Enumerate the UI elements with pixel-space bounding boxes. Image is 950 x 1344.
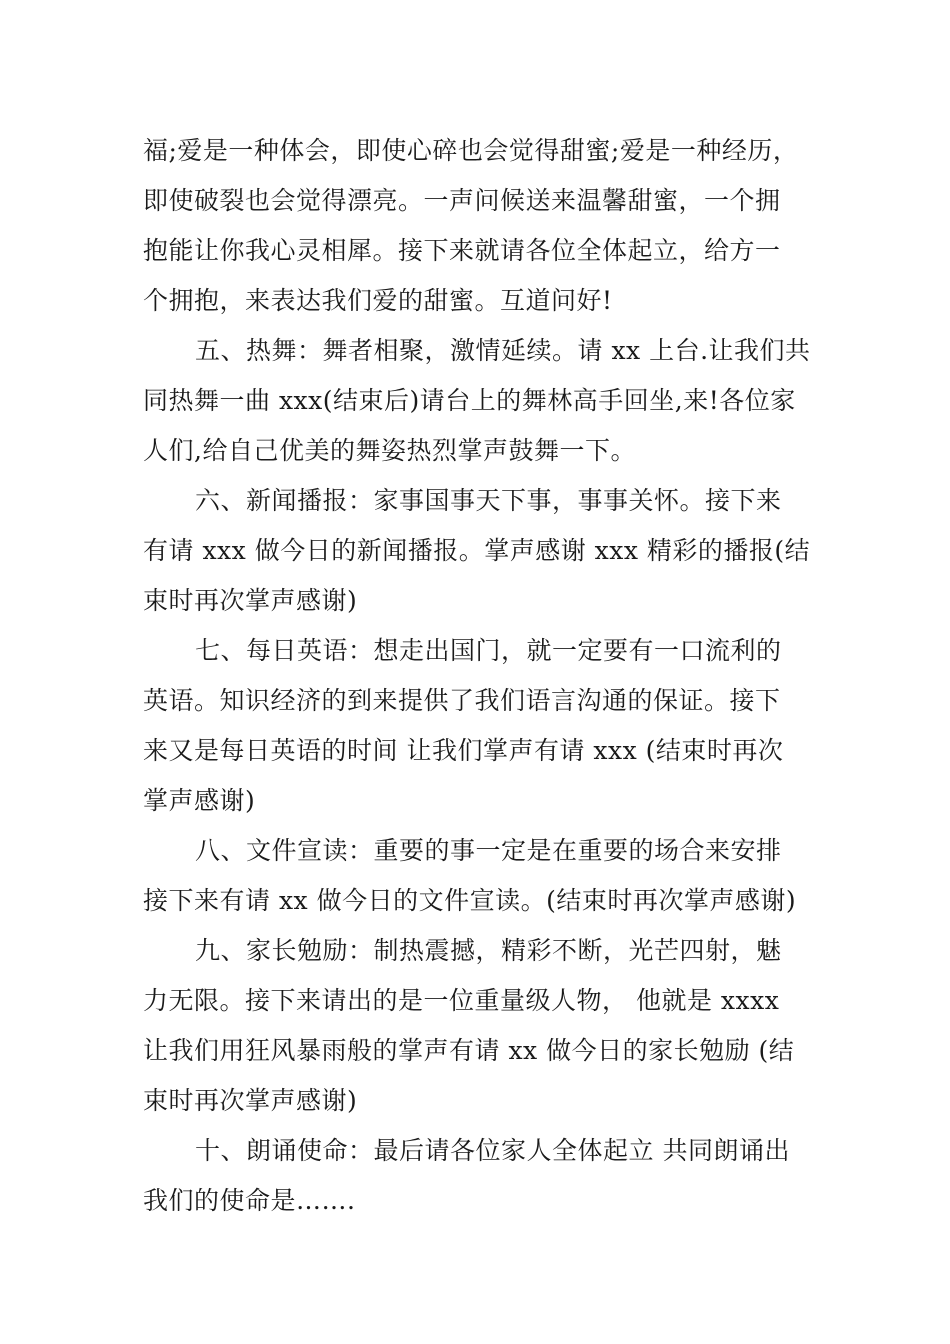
- text-line: 让我们用狂风暴雨般的掌声有请 xx 做今日的家长勉励 (结: [143, 1036, 795, 1065]
- paragraph-parent: [143, 926, 813, 1126]
- text-line: 九、家长勉励：制热震撼，精彩不断，光芒四射，魅: [195, 936, 782, 965]
- text-line: 英语。知识经济的到来提供了我们语言沟通的保证。接下: [143, 686, 781, 715]
- text-line: 束时再次掌声感谢): [143, 1086, 358, 1115]
- text-line: 抱能让你我心灵相犀。接下来就请各位全体起立，给方一: [143, 236, 781, 265]
- text-line: 掌声感谢): [143, 786, 256, 815]
- text-line: 福;爱是一种体会，即使心碎也会觉得甜蜜;爱是一种经历，: [143, 136, 799, 165]
- text-line: 来又是每日英语的时间 让我们掌声有请 xxx (结束时再次: [143, 736, 784, 765]
- document-body: [143, 126, 813, 1226]
- paragraph-news: [143, 476, 813, 626]
- text-line: 束时再次掌声感谢): [143, 586, 358, 615]
- paragraph-documents: [143, 826, 813, 926]
- text-line: 八、文件宣读：重要的事一定是在重要的场合来安排: [195, 836, 782, 865]
- text-line: 六、新闻播报：家事国事天下事，事事关怀。接下来: [195, 486, 782, 515]
- text-line: 即使破裂也会觉得漂亮。一声问候送来温馨甜蜜，一个拥: [143, 186, 781, 215]
- text-line: 同热舞一曲 xxx(结束后)请台上的舞林高手回坐,来!各位家: [143, 386, 796, 415]
- text-line: 个拥抱，来表达我们爱的甜蜜。互道问好!: [143, 286, 613, 315]
- paragraph-dance: [143, 326, 813, 476]
- paragraph-love: [143, 126, 813, 326]
- paragraph-mission: [143, 1126, 813, 1226]
- text-line: 接下来有请 xx 做今日的文件宣读。(结束时再次掌声感谢): [143, 886, 797, 915]
- text-line: 十、朗诵使命：最后请各位家人全体起立 共同朗诵出: [195, 1136, 790, 1165]
- text-line: 力无限。接下来请出的是一位重量级人物， 他就是 xxxx: [143, 986, 780, 1015]
- text-line: 有请 xxx 做今日的新闻播报。掌声感谢 xxx 精彩的播报(结: [143, 536, 811, 565]
- text-line: 人们,给自己优美的舞姿热烈掌声鼓舞一下。: [143, 436, 636, 465]
- text-line: 七、每日英语：想走出国门，就一定要有一口流利的: [195, 636, 782, 665]
- text-line: 五、热舞：舞者相聚，激情延续。请 xx 上台.让我们共: [195, 336, 811, 365]
- paragraph-english: [143, 626, 813, 826]
- text-line: 我们的使命是…….: [143, 1186, 356, 1215]
